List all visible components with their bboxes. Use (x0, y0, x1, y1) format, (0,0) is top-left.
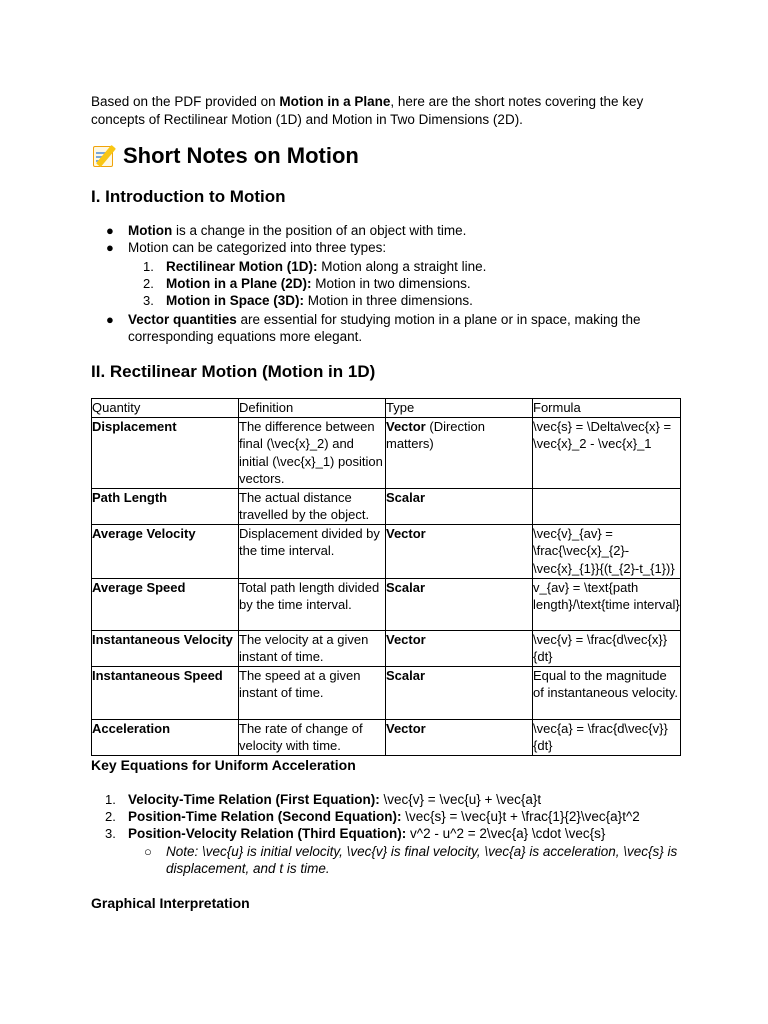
number-marker: 2. (143, 276, 154, 291)
cell-quantity: Acceleration (92, 719, 239, 755)
graphical-heading: Graphical Interpretation (91, 895, 250, 911)
bullet-marker: ● (106, 312, 114, 327)
intro-text: Based on the PDF provided on (91, 94, 280, 109)
table-row (92, 666, 681, 719)
cell-type: Scalar (386, 578, 533, 630)
column-header: Quantity (92, 399, 239, 418)
intro-bold: Motion in a Plane (279, 94, 391, 109)
table-row (92, 578, 681, 630)
column-header: Definition (239, 399, 386, 418)
cell-type: Scalar (386, 488, 533, 524)
page-title (91, 141, 359, 171)
cell-formula: v_{av} = \text{path length}/\text{time interval} (533, 578, 681, 630)
cell-definition: Total path length divided by the time interval. (239, 578, 386, 630)
table-row (92, 488, 681, 524)
cell-definition: The actual distance travelled by the object. (239, 488, 386, 524)
cell-definition: The difference between final (\vec{x}_2) and initial (\vec{x}_1) position vectors. (239, 417, 386, 488)
list-item: Rectilinear Motion (1D): Motion along a straight line. (166, 259, 487, 274)
number-marker: 2. (105, 809, 116, 824)
cell-definition: The rate of change of velocity with time. (239, 719, 386, 755)
section1-heading: I. Introduction to Motion (91, 187, 286, 206)
cell-quantity: Instantaneous Speed (92, 666, 239, 719)
bullet-marker: ● (106, 240, 114, 255)
table-row (92, 417, 681, 488)
cell-quantity: Displacement (92, 417, 239, 488)
list-item: Position-Velocity Relation (Third Equation): v^2 - u^2 = 2\vec{a} \cdot \vec{s} (128, 826, 606, 841)
cell-formula: \vec{a} = \frac{d\vec{v}}{dt} (533, 719, 681, 755)
list-item: Vector quantities are essential for studying motion in a plane or in space, making the corresponding equations more elegant. (128, 312, 641, 344)
list-item: Motion is a change in the position of an object with time. (128, 223, 467, 238)
memo-icon (91, 143, 117, 169)
number-marker: 3. (143, 293, 154, 308)
cell-formula: \vec{v}_{av} = \frac{\vec{x}_{2}-\vec{x}_{1}}{(t_{2}-t_{1})} (533, 524, 681, 578)
list-item: Velocity-Time Relation (First Equation): \vec{v} = \vec{u} + \vec{a}t (128, 792, 542, 807)
bullet-marker: ● (106, 223, 114, 238)
key-equations-heading: Key Equations for Uniform Acceleration (91, 757, 356, 773)
number-marker: 1. (143, 259, 154, 274)
column-header: Type (386, 399, 533, 418)
cell-quantity: Instantaneous Velocity (92, 630, 239, 666)
table-row (92, 630, 681, 666)
cell-quantity: Average Speed (92, 578, 239, 630)
number-marker: 3. (105, 826, 116, 841)
section2-heading: II. Rectilinear Motion (Motion in 1D) (91, 362, 376, 381)
cell-definition: The speed at a given instant of time. (239, 666, 386, 719)
cell-type: Scalar (386, 666, 533, 719)
intro-text-end: , here are the short notes covering the key concepts of Rectilinear Motion (1D) and Motion in Two Dimensions (2D). (91, 94, 644, 127)
list-item: Motion in a Plane (2D): Motion in two dimensions. (166, 276, 471, 291)
table-row (92, 524, 681, 578)
page-title-text: Short Notes on Motion (123, 143, 359, 168)
number-marker: 1. (105, 792, 116, 807)
list-item: Position-Time Relation (Second Equation): \vec{s} = \vec{u}t + \frac{1}{2}\vec{a}t^2 (128, 809, 640, 824)
circle-marker: ○ (144, 844, 152, 859)
cell-type: Vector (386, 719, 533, 755)
cell-type: Vector (386, 524, 533, 578)
list-item: Motion in Space (3D): Motion in three dimensions. (166, 293, 473, 308)
motion-quantities-table (91, 398, 681, 756)
cell-definition: The velocity at a given instant of time. (239, 630, 386, 666)
cell-formula: \vec{v} = \frac{d\vec{x}}{dt} (533, 630, 681, 666)
table-row (92, 719, 681, 755)
cell-type: Vector (Direction matters) (386, 417, 533, 488)
table-header-row (92, 399, 681, 418)
cell-formula: Equal to the magnitude of instantaneous velocity. (533, 666, 681, 719)
list-item: Motion can be categorized into three types: (128, 240, 387, 255)
intro-paragraph (91, 93, 681, 129)
cell-formula: \vec{s} = \Delta\vec{x} = \vec{x}_2 - \vec{x}_1 (533, 417, 681, 488)
column-header: Formula (533, 399, 681, 418)
cell-type: Vector (386, 630, 533, 666)
note-item: Note: \vec{u} is initial velocity, \vec{v} is final velocity, \vec{a} is acceleration, \vec{s} is displacement, and t is time. (166, 844, 678, 876)
cell-quantity: Path Length (92, 488, 239, 524)
cell-formula (533, 488, 681, 524)
cell-quantity: Average Velocity (92, 524, 239, 578)
cell-definition: Displacement divided by the time interval. (239, 524, 386, 578)
